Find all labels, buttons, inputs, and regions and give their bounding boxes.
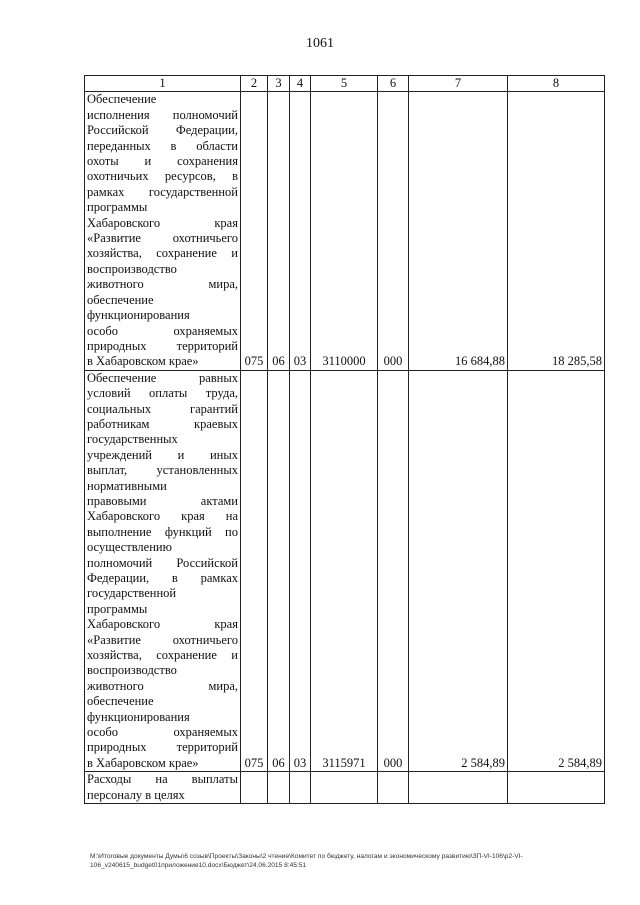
description-line: «Развитие охотничьего <box>87 231 238 246</box>
description-line: обеспечение <box>87 694 154 709</box>
description-line: рамках государственной <box>87 184 238 199</box>
description-line: животного мира, <box>87 678 238 693</box>
amount-cell: 2 584,89 <box>508 370 605 772</box>
description-line: хозяйства, сохранение и <box>87 648 238 663</box>
section-cell: 06 <box>268 92 290 370</box>
description-line: выполнение функций по <box>87 524 238 539</box>
description-line: исполнения полномочий <box>87 107 238 122</box>
column-header: 6 <box>378 76 409 92</box>
description-line: хозяйства, сохранение и <box>87 246 238 261</box>
column-header: 4 <box>290 76 311 92</box>
description-line: Обеспечение равных <box>87 370 238 385</box>
expense-type-cell: 000 <box>378 370 409 772</box>
subsection-cell <box>290 772 311 804</box>
column-header: 5 <box>311 76 378 92</box>
column-header: 7 <box>409 76 508 92</box>
description-line: особо охраняемых <box>87 725 238 740</box>
description-line: персоналу в целях <box>87 787 185 802</box>
amount-cell: 18 285,58 <box>508 92 605 370</box>
description-line: работникам краевых <box>87 416 238 431</box>
amount-cell: 2 584,89 <box>409 370 508 772</box>
description-line: нормативными <box>87 478 167 493</box>
description-line: учреждений и иных <box>87 447 238 462</box>
description-line: «Развитие охотничьего <box>87 632 238 647</box>
description-line: государственных <box>87 432 178 447</box>
admin-code-cell <box>241 772 268 804</box>
file-path-footer <box>90 852 620 870</box>
target-item-cell: 3110000 <box>311 92 378 370</box>
table-row <box>85 772 605 804</box>
row-description <box>85 370 241 772</box>
description-line: Федерации, в рамках <box>87 571 238 585</box>
description-line: Обеспечение <box>87 92 157 107</box>
description-line: в Хабаровском крае» <box>87 755 199 770</box>
description-line: Хабаровского края <box>87 215 238 230</box>
subsection-cell: 03 <box>290 92 311 370</box>
description-line: воспроизводство <box>87 261 177 276</box>
row-description <box>85 92 241 370</box>
column-header: 3 <box>268 76 290 92</box>
footer-line: 106_v240615_budget01приложение10.docx\Бюджет\24.06.2015 8:45:51 <box>90 862 307 869</box>
description-line: функционирования <box>87 709 190 724</box>
expense-type-cell: 000 <box>378 92 409 370</box>
column-header: 1 <box>85 76 241 92</box>
description-line: государственной <box>87 586 177 601</box>
description-line: в Хабаровском крае» <box>87 354 199 369</box>
description-line: выплат, установленных <box>87 463 238 478</box>
description-line: особо охраняемых <box>87 323 238 338</box>
table-row <box>85 92 605 370</box>
description-line: природных территорий <box>87 740 238 755</box>
target-item-cell: 3115971 <box>311 370 378 772</box>
description-line: охотничьих ресурсов, в <box>87 169 238 184</box>
row-description <box>85 772 241 804</box>
amount-cell: 16 684,88 <box>409 92 508 370</box>
description-line: природных территорий <box>87 338 238 353</box>
description-line: переданных в области <box>87 138 238 153</box>
admin-code-cell: 075 <box>241 92 268 370</box>
description-line: Расходы на выплаты <box>87 772 238 787</box>
description-line: воспроизводство <box>87 663 177 678</box>
amount-cell <box>508 772 605 804</box>
column-header: 8 <box>508 76 605 92</box>
expense-type-cell <box>378 772 409 804</box>
description-line: охоты и сохранения <box>87 154 238 169</box>
description-line: животного мира, <box>87 277 238 292</box>
description-line: программы <box>87 200 148 215</box>
section-cell <box>268 772 290 804</box>
description-line: Российской Федерации, <box>87 123 238 138</box>
description-line: условий оплаты труда, <box>87 386 238 401</box>
description-line: Хабаровского края на <box>87 509 238 524</box>
description-line: функционирования <box>87 308 190 323</box>
description-line: Хабаровского края <box>87 617 238 632</box>
subsection-cell: 03 <box>290 370 311 772</box>
description-line: обеспечение <box>87 292 154 307</box>
page-number: 1061 <box>306 36 334 51</box>
target-item-cell <box>311 772 378 804</box>
description-line: осуществлению <box>87 540 172 555</box>
description-line: программы <box>87 601 148 616</box>
column-header: 2 <box>241 76 268 92</box>
budget-table <box>84 75 605 804</box>
description-line: правовыми актами <box>87 493 238 508</box>
description-line: полномочий Российской <box>87 555 238 570</box>
table-header-row <box>85 76 605 92</box>
footer-line: M:\Итоговые документы Думы\6 созыв\Проекты\Законы\2 чтение\Комитет по бюджету, налогам и экономическому развитию\ЗП-VI-106\р2-VI- <box>90 853 523 860</box>
table-row <box>85 370 605 772</box>
amount-cell <box>409 772 508 804</box>
description-line: социальных гарантий <box>87 401 238 416</box>
admin-code-cell: 075 <box>241 370 268 772</box>
section-cell: 06 <box>268 370 290 772</box>
